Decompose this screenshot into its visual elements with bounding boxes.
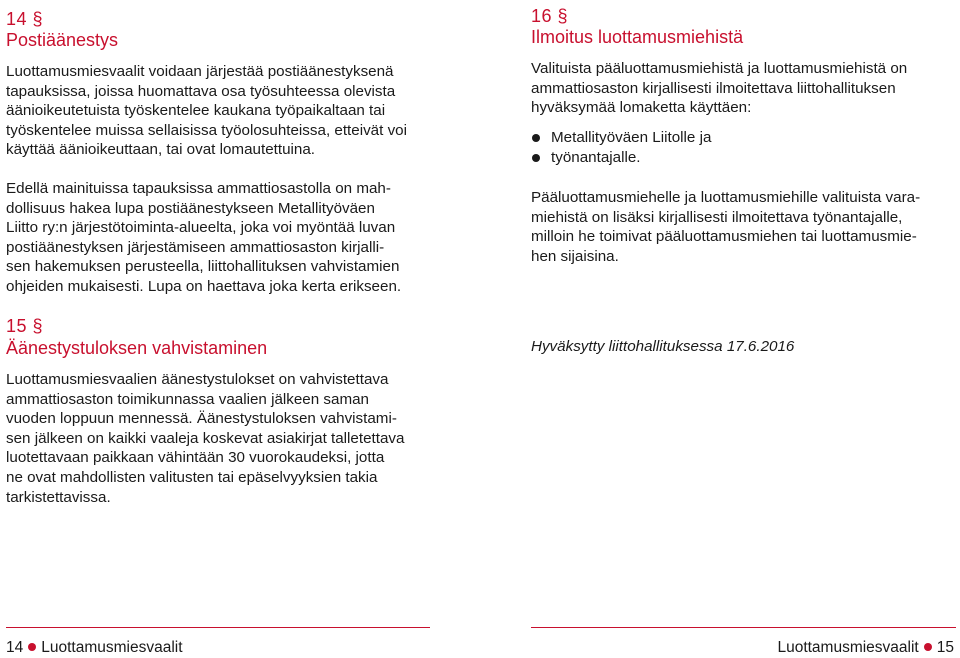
text-line: ne ovat mahdollisten valitusten tai epäselvyyksien takia xyxy=(6,468,378,486)
footer-label: Luottamusmiesvaalit xyxy=(41,639,183,656)
text-line: postiäänestyksen järjestämiseen ammattiosaston kirjalli- xyxy=(6,238,385,256)
text-line: dollisuus hakea lupa postiäänestykseen Metallityöväen xyxy=(6,199,375,217)
dot-icon xyxy=(924,643,932,651)
text-line: työskentelee muissa sellaisissa työolosuhteissa, etteivät voi xyxy=(6,121,407,139)
section-16-title: Ilmoitus luottamusmiehistä xyxy=(531,27,744,47)
recipient-list xyxy=(531,128,711,167)
page-number: 15 xyxy=(936,639,954,656)
section-16-paragraph-1 xyxy=(531,59,907,118)
section-14-title: Postiäänestys xyxy=(6,30,119,50)
text-line: ammattiosaston kirjallisesti ilmoitettava liittohallituksen xyxy=(531,79,896,97)
text-line: käyttää äänioikeuttaan, tai ovat lomautettuina. xyxy=(6,141,316,159)
text-line: ammattiosaston toimikunnassa vaalien jälkeen saman xyxy=(6,390,370,408)
text-line: Edellä mainituissa tapauksissa ammattiosastolla on mah- xyxy=(6,180,391,197)
footer-divider-left xyxy=(6,627,430,628)
section-15-number: 15 § xyxy=(6,316,44,336)
footer-divider-right xyxy=(531,627,956,628)
section-16-number: 16 § xyxy=(531,6,569,26)
section-15-paragraph-1 xyxy=(6,370,404,507)
text-line: Valituista pääluottamusmiehistä ja luottamusmiehistä on xyxy=(531,60,908,77)
section-14-paragraph-2 xyxy=(6,179,401,297)
text-line: luotettavaan paikkaan vähintään 30 vuorokaudeksi, jotta xyxy=(6,449,385,467)
text-line: Liitto ry:n järjestötoiminta-alueelta, joka voi myöntää luvan xyxy=(6,219,396,237)
text-line: hen sijaisina. xyxy=(531,247,619,265)
text-line: Pääluottamusmiehelle ja luottamusmiehille valituista vara- xyxy=(531,189,921,206)
text-line: tapauksissa, joissa huomattava osa työsuhteessa olevista xyxy=(6,82,396,100)
text-line: sen jälkeen on kaikki vaaleja koskevat asiakirjat talletettava xyxy=(6,429,405,447)
dot-icon xyxy=(28,643,36,651)
list-item xyxy=(531,128,711,148)
text-line: Luottamusmiesvaalit voidaan järjestää postiäänestyksenä xyxy=(6,63,394,80)
footer-left xyxy=(6,638,183,658)
footer-label: Luottamusmiesvaalit xyxy=(777,639,919,656)
text-line: milloin he toimivat pääluottamusmiehen tai luottamusmie- xyxy=(531,228,917,246)
text-line: Luottamusmiesvaalien äänestystulokset on vahvistettava xyxy=(6,371,389,388)
section-15-title: Äänestystuloksen vahvistaminen xyxy=(6,338,268,358)
text-line: ohjeiden mukaisesti. Lupa on haettava joka kerta erikseen. xyxy=(6,277,402,295)
list-item-label: työnantajalle. xyxy=(551,148,641,166)
text-line: vuoden loppuun mennessä. Äänestystuloksen vahvistami- xyxy=(6,410,397,428)
footer-right xyxy=(777,638,954,658)
text-line: tarkistettavissa. xyxy=(6,488,111,506)
section-16-paragraph-2 xyxy=(531,188,920,266)
text-line: hyväksymää lomaketta käyttäen: xyxy=(531,99,752,117)
text-line: miehistä on lisäksi kirjallisesti ilmoitettava työnantajalle, xyxy=(531,208,903,226)
approval-note: Hyväksytty liittohallituksessa 17.6.2016 xyxy=(531,338,795,355)
text-line: sen hakemuksen perusteella, liittohallituksen vahvistamien xyxy=(6,258,400,276)
section-14-number: 14 § xyxy=(6,9,44,29)
section-14-paragraph-1 xyxy=(6,62,407,160)
text-line: äänioikeutetuista työskentelee kaukana työpaikaltaan tai xyxy=(6,102,386,120)
list-item-label: Metallityöväen Liitolle ja xyxy=(551,129,712,146)
bullet-icon xyxy=(532,154,540,162)
bullet-icon xyxy=(532,134,540,142)
list-item xyxy=(531,148,711,168)
page-number: 14 xyxy=(6,639,24,656)
